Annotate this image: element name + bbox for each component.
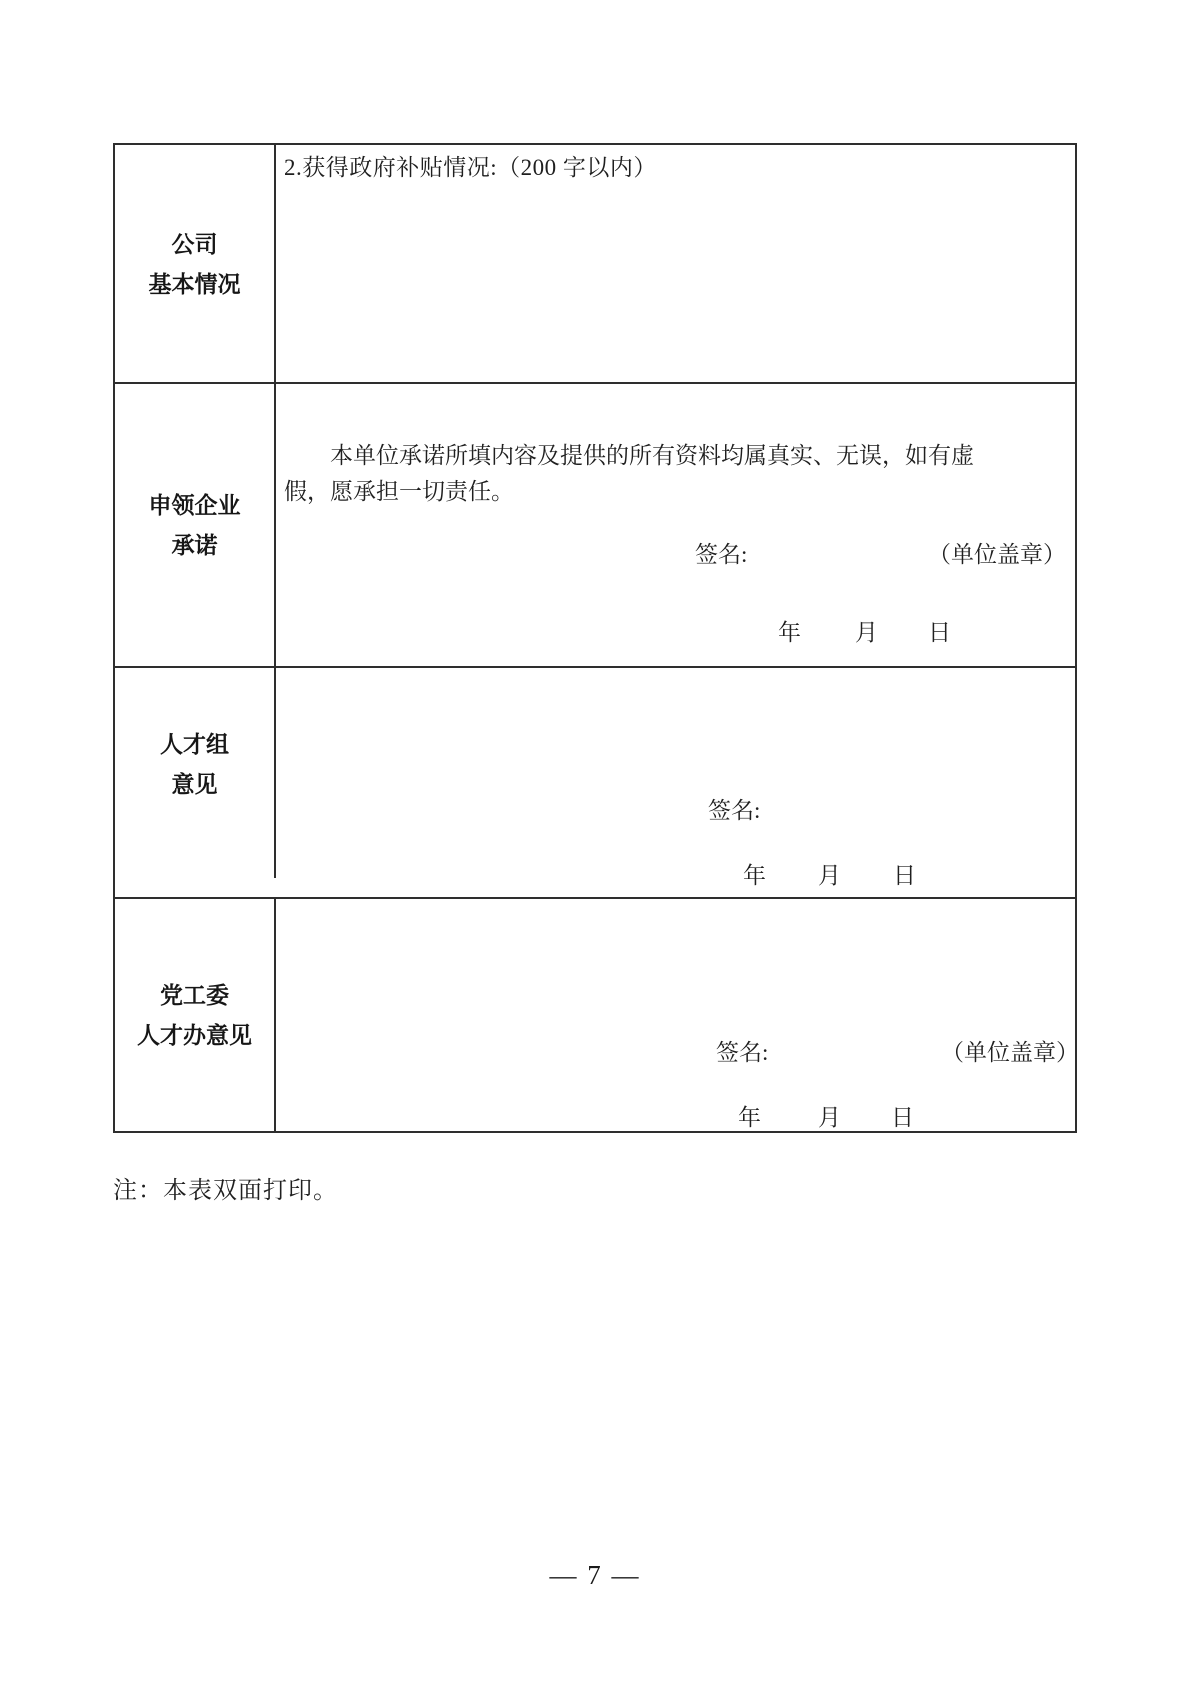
table-row-company-basic-info (115, 145, 1075, 382)
pledge-paragraph-line: 本单位承诺所填内容及提供的所有资料均属真实、无误，如有虚 (330, 443, 974, 468)
date-day-label: 日 (928, 620, 951, 645)
row-label-line: 公司 (171, 230, 218, 257)
row-label-enterprise-pledge (115, 384, 276, 666)
pledge-paragraph (284, 438, 994, 510)
date-month-label: 月 (818, 1105, 841, 1130)
row-label-line: 意见 (171, 770, 218, 797)
row-label-talent-group-opinion (115, 649, 276, 878)
date-day-label: 日 (893, 863, 916, 888)
row-label-line: 基本情况 (148, 270, 241, 297)
date-month-label: 月 (818, 863, 841, 888)
row-label-line: 承诺 (171, 532, 218, 558)
cell-subsidy-info (276, 145, 1075, 382)
unit-seal-label: （单位盖章） (928, 542, 1066, 567)
subsidy-heading: 2.获得政府补贴情况:（200 字以内） (284, 155, 657, 180)
cell-enterprise-pledge (276, 384, 1075, 666)
pledge-paragraph-line: 假，愿承担一切责任。 (284, 479, 514, 504)
row-label-line: 党工委 (160, 982, 229, 1008)
date-day-label: 日 (891, 1105, 914, 1130)
date-month-label: 月 (855, 620, 878, 645)
application-form-table (113, 143, 1077, 1133)
signature-label: 签名: (708, 798, 761, 823)
row-label-party-committee-opinion (115, 899, 276, 1131)
table-row-talent-group-opinion (115, 666, 1075, 897)
row-label-line: 人才组 (160, 730, 229, 757)
date-year-label: 年 (778, 620, 801, 645)
unit-seal-label: （单位盖章） (941, 1040, 1079, 1065)
page-number: — 7 — (549, 1560, 641, 1590)
table-row-party-committee-opinion (115, 897, 1079, 1131)
date-year-label: 年 (738, 1105, 761, 1130)
cell-talent-group-opinion (276, 668, 1075, 897)
cell-party-committee-opinion (276, 899, 1079, 1131)
date-year-label: 年 (743, 863, 766, 888)
signature-label: 签名: (695, 542, 748, 567)
row-label-line: 人才办意见 (137, 1022, 252, 1048)
row-label-line: 申领企业 (148, 492, 241, 518)
signature-label: 签名: (716, 1040, 769, 1065)
double-sided-print-note: 注：本表双面打印。 (113, 1178, 338, 1204)
row-label-company-basic-info (115, 145, 276, 382)
table-row-enterprise-pledge (115, 382, 1075, 666)
